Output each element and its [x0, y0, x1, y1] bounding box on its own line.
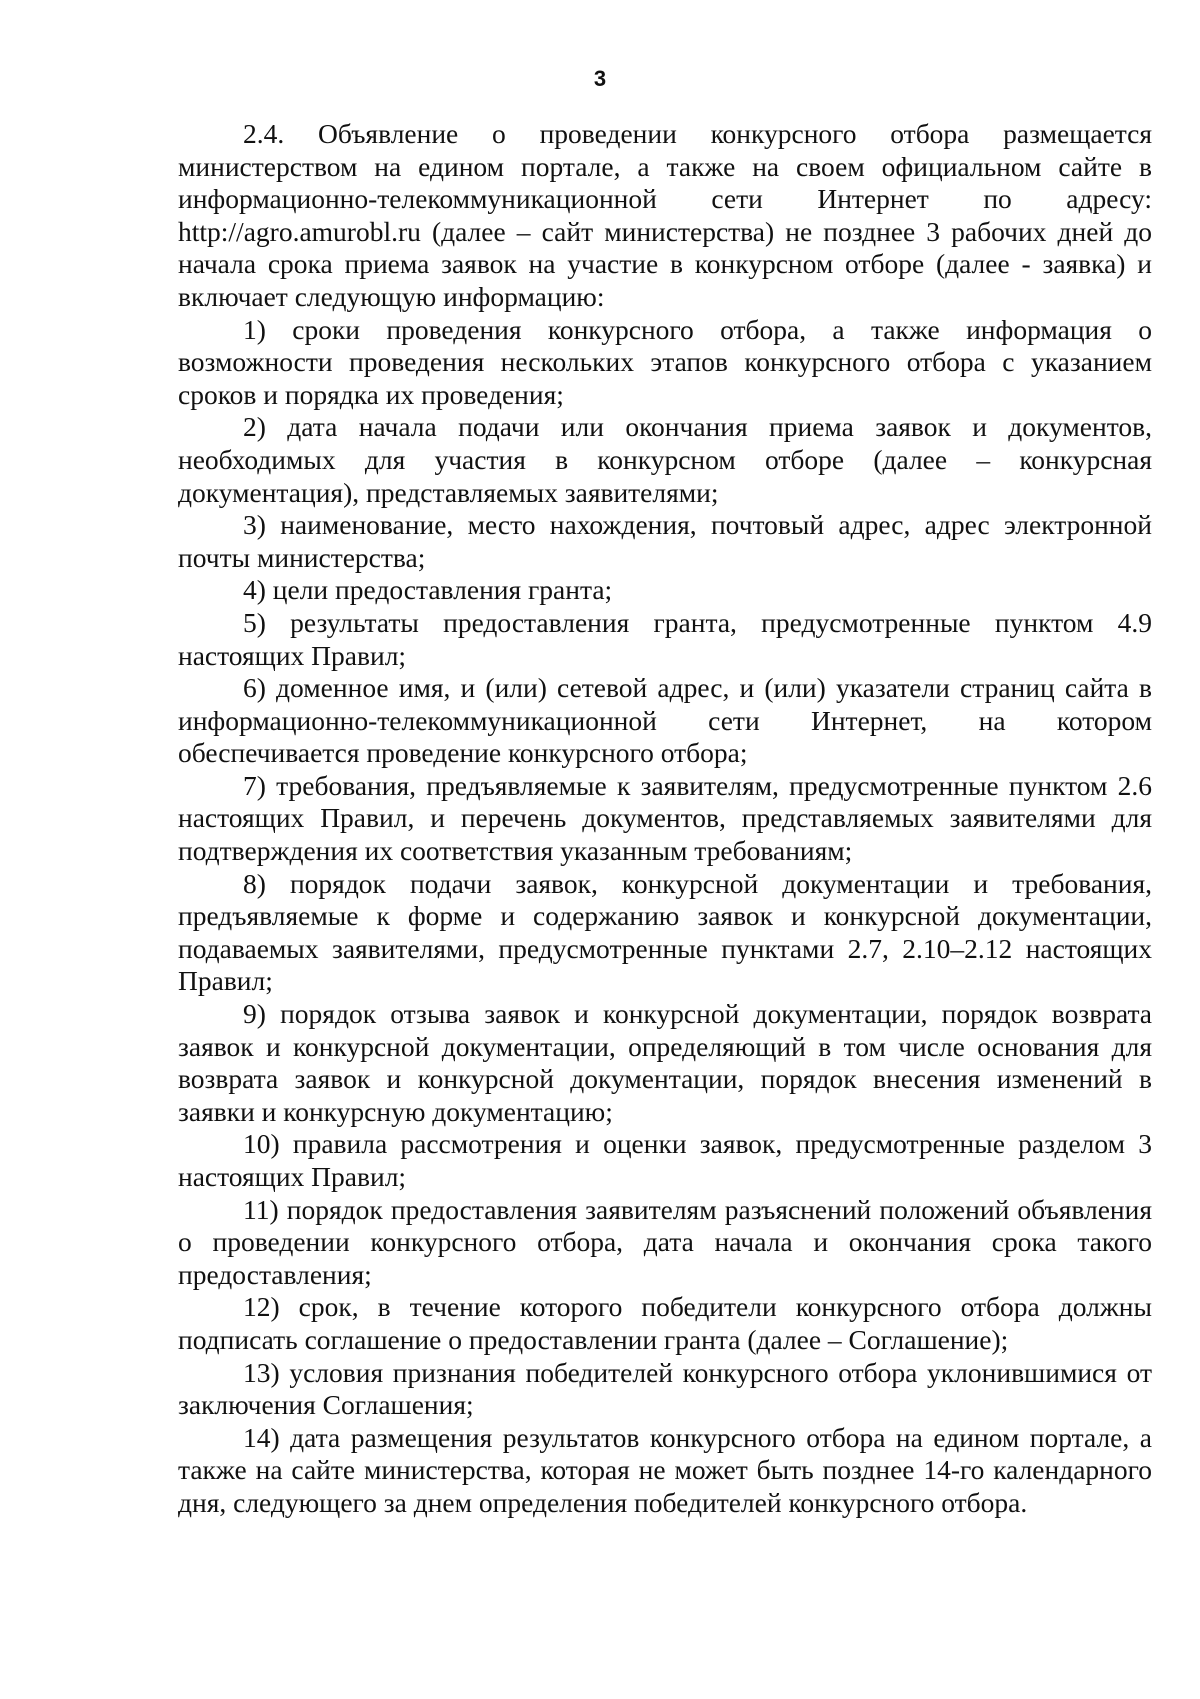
- page-number: 3: [593, 66, 607, 91]
- list-item-9: 9) порядок отзыва заявок и конкурсной документации, порядок возврата заявок и конкурсной документации, определяющий в том числе основания для возврата заявок и конкурсной документации, порядок внесения изменений в заявки и конкурсную документацию;: [178, 998, 1152, 1127]
- document-body: [178, 118, 1152, 1520]
- list-item-10: 10) правила рассмотрения и оценки заявок, предусмотренные разделом 3 настоящих Правил;: [178, 1128, 1152, 1192]
- list-item-14: 14) дата размещения результатов конкурсного отбора на едином портале, а также на сайте министерства, которая не может быть позднее 14-го календарного дня, следующего за днем определения победителей конкурсного отбора.: [178, 1421, 1152, 1518]
- list-item-7: 7) требования, предъявляемые к заявителям, предусмотренные пунктом 2.6 настоящих Правил, и перечень документов, представляемых заявителями для подтверждения их соответствия указанным требованиям;: [178, 769, 1152, 867]
- list-item-8: 8) порядок подачи заявок, конкурсной документации и требования, предъявляемые к форме и содержанию заявок и конкурсной документации, подаваемых заявителями, предусмотренные пунктами 2.7, 2.10–2.12 настоящих Правил;: [178, 867, 1152, 997]
- list-item-3: 3) наименование, место нахождения, почтовый адрес, адрес электронной почты министерства;: [178, 509, 1152, 573]
- list-item-12: 12) срок, в течение которого победители конкурсного отбора должны подписать соглашение о предоставлении гранта (далее – Соглашение);: [178, 1291, 1152, 1355]
- paragraph-2-4: 2.4. Объявление о проведении конкурсного отбора размещается министерством на едином портале, а также на своем официальном сайте в информационно-телекоммуникационной сети Интернет по адресу: http://agro.amurobl.ru (далее – сайт министерства) не позднее 3 рабочих дней до начала срока приема заявок на участие в конкурсном отборе (далее - заявка) и включает следующую информацию:: [178, 118, 1152, 312]
- list-item-5: 5) результаты предоставления гранта, предусмотренные пунктом 4.9 настоящих Правил;: [178, 606, 1152, 671]
- list-item-1: 1) сроки проведения конкурсного отбора, а также информация о возможности проведения нескольких этапов конкурсного отбора с указанием сроков и порядка их проведения;: [178, 313, 1152, 410]
- list-item-6: 6) доменное имя, и (или) сетевой адрес, и (или) указатели страниц сайта в информационно-телекоммуникационной сети Интернет, на котором обеспечивается проведение конкурсного отбора;: [178, 672, 1152, 769]
- list-item-11: 11) порядок предоставления заявителям разъяснений положений объявления о проведении конкурсного отбора, дата начала и окончания срока такого предоставления;: [178, 1193, 1152, 1290]
- list-item-2: 2) дата начала подачи или окончания приема заявок и документов, необходимых для участия в конкурсном отборе (далее – конкурсная документация), представляемых заявителями;: [178, 411, 1152, 508]
- list-item-4: 4) цели предоставления гранта;: [243, 574, 613, 606]
- list-item-13: 13) условия признания победителей конкурсного отбора уклонившимися от заключения Соглашения;: [178, 1356, 1152, 1421]
